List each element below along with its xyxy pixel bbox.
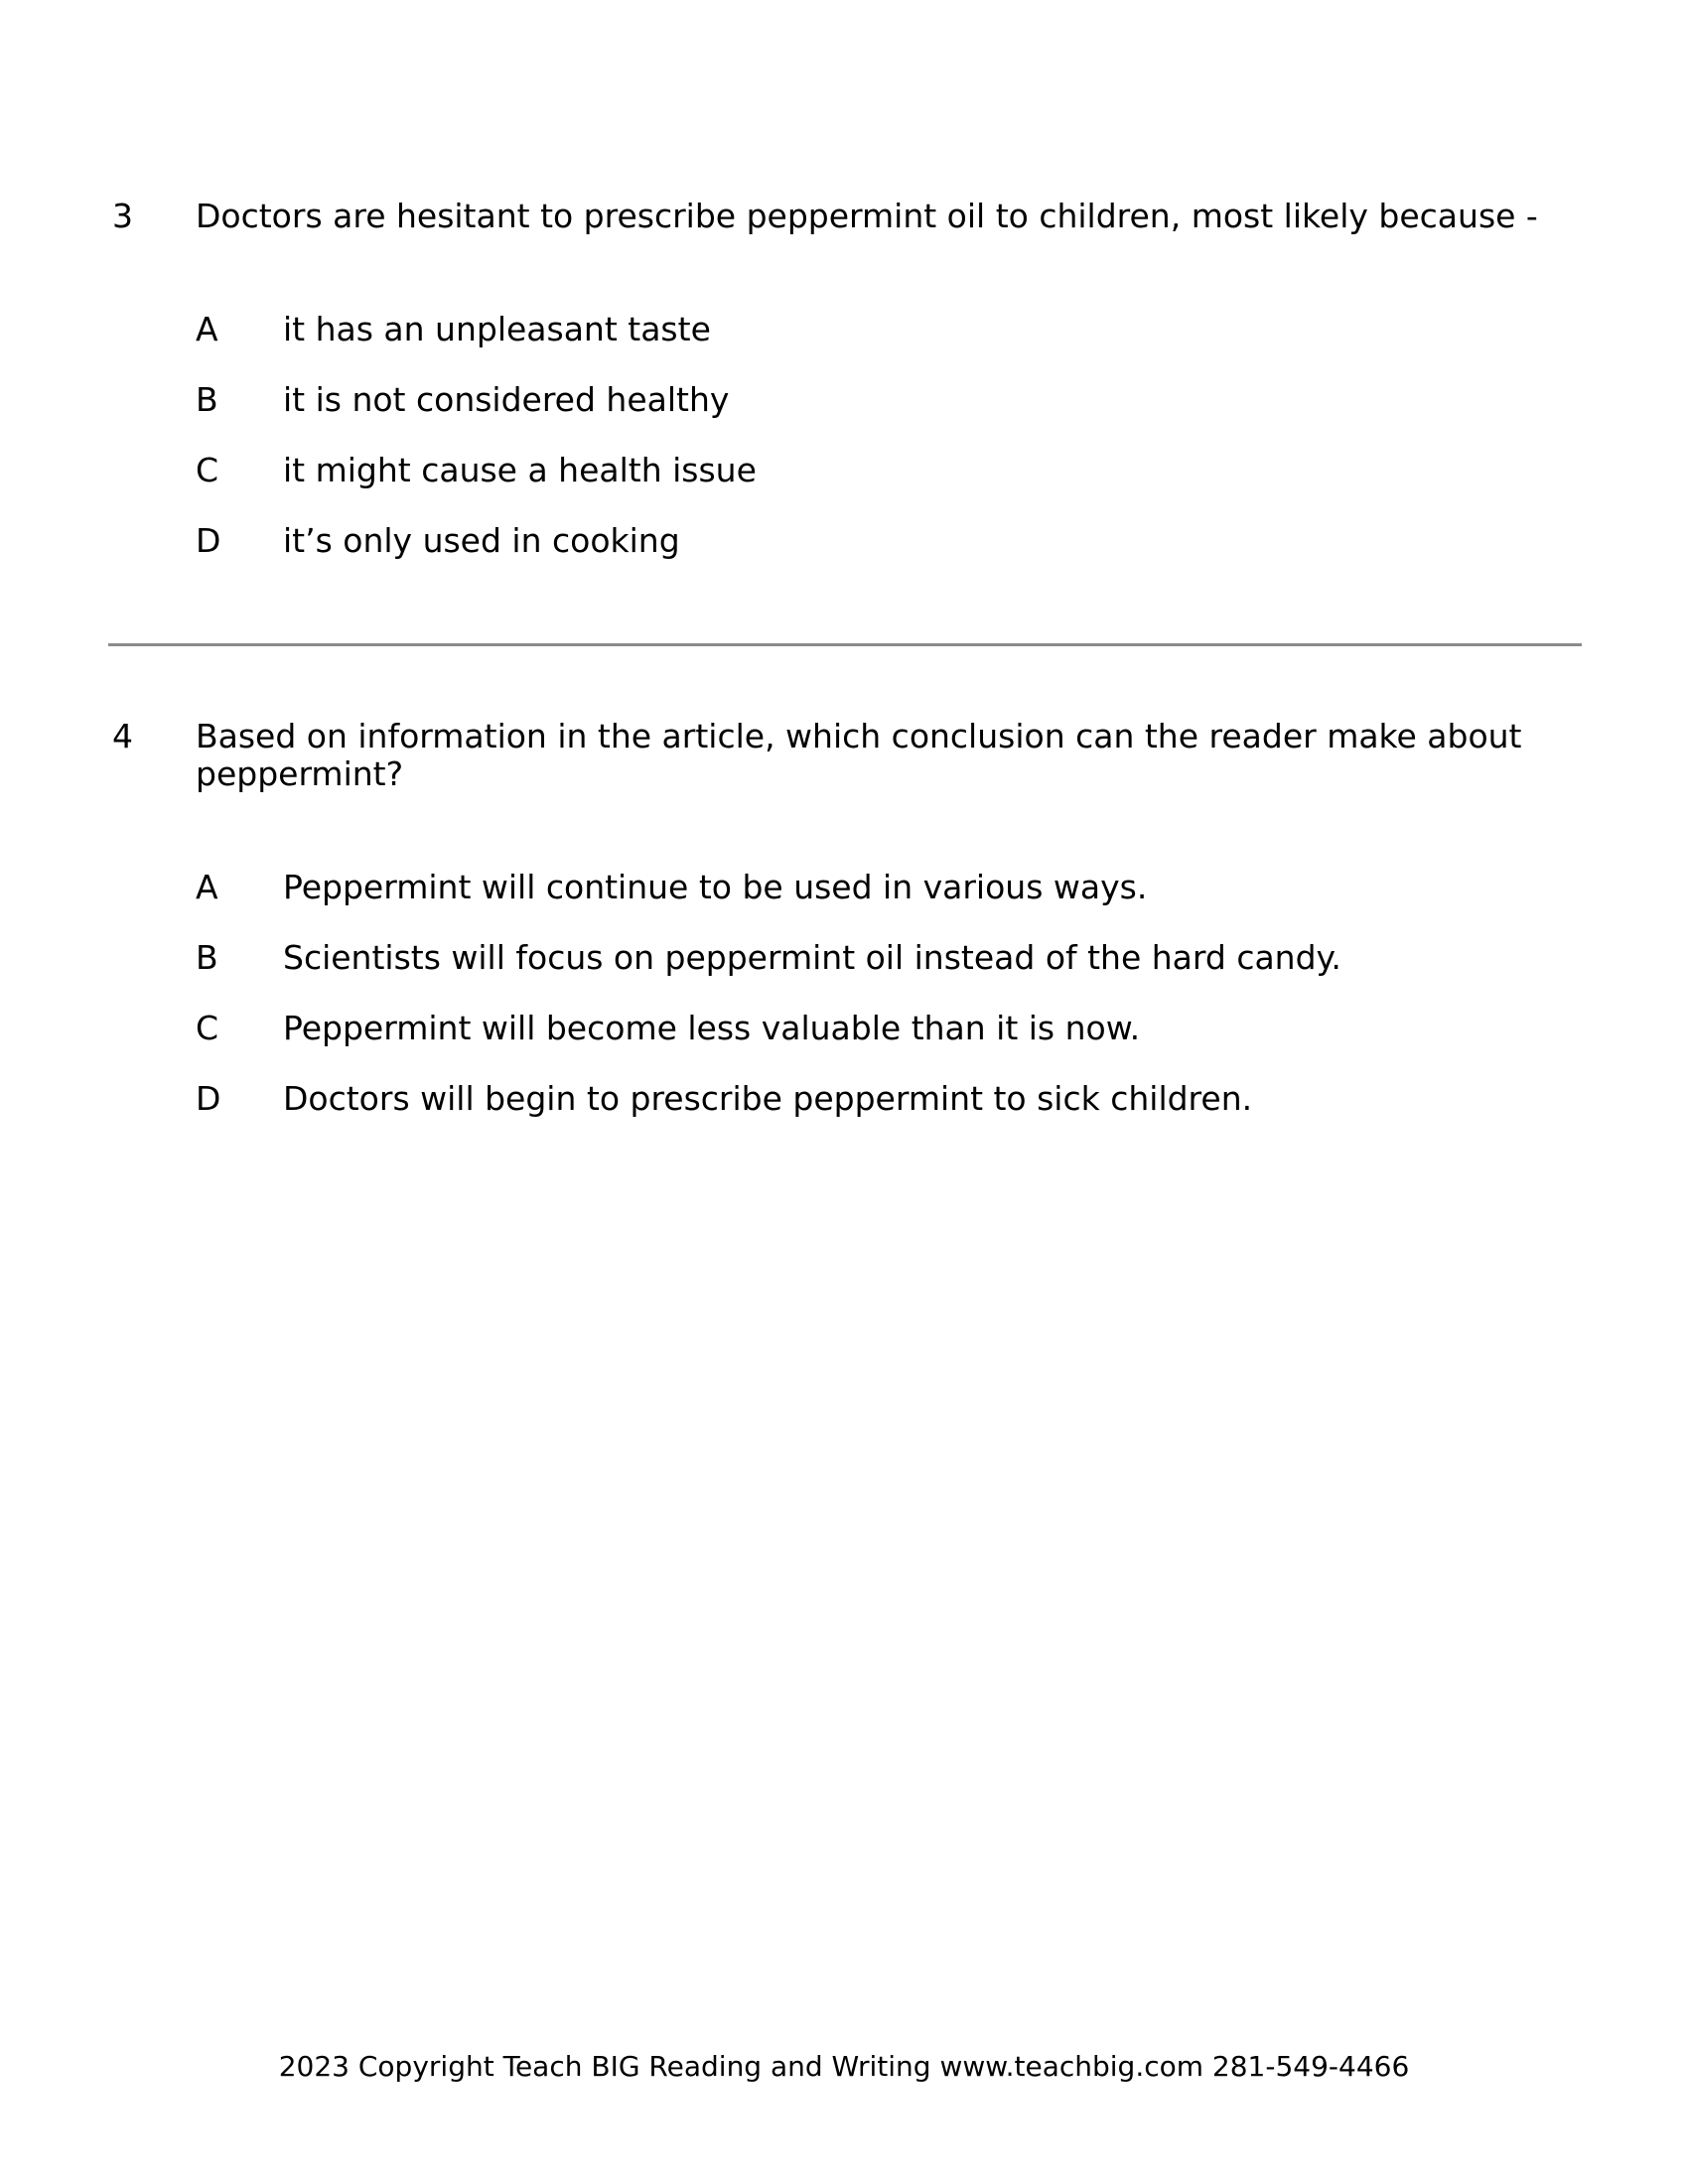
option-text: it’s only used in cooking: [283, 521, 680, 560]
question-3-option-c: [196, 452, 1571, 489]
option-text: Scientists will focus on peppermint oil instead of the hard candy.: [283, 938, 1341, 977]
option-text: it is not considered healthy: [283, 380, 730, 419]
section-divider: [108, 643, 1582, 646]
option-letter: B: [196, 938, 218, 977]
question-3-option-b: [196, 381, 1571, 419]
question-4-option-b: [196, 939, 1571, 977]
question-4-option-d: [196, 1080, 1571, 1118]
question-4-header: [112, 718, 1571, 793]
option-letter: D: [196, 1079, 221, 1118]
option-text: Doctors will begin to prescribe peppermint to sick children.: [283, 1079, 1253, 1118]
question-3-options: [196, 311, 1571, 560]
option-letter: D: [196, 521, 221, 560]
option-letter: C: [196, 1009, 219, 1047]
question-4-number: 4: [112, 717, 133, 755]
option-letter: C: [196, 451, 219, 489]
option-text: it has an unpleasant taste: [283, 310, 711, 348]
option-text: it might cause a health issue: [283, 451, 757, 489]
option-letter: B: [196, 380, 218, 419]
copyright-footer: 2023 Copyright Teach BIG Reading and Writing www.teachbig.com 281-549-4466: [278, 2050, 1410, 2083]
option-letter: A: [196, 868, 218, 906]
option-text: Peppermint will become less valuable than it is now.: [283, 1009, 1141, 1047]
question-3-text: Doctors are hesitant to prescribe peppermint oil to children, most likely because -: [196, 197, 1538, 235]
question-4-option-c: [196, 1010, 1571, 1047]
option-text: Peppermint will continue to be used in various ways.: [283, 868, 1148, 906]
question-4-options: [196, 869, 1571, 1118]
question-4-option-a: [196, 869, 1571, 906]
question-3-header: [112, 198, 1571, 235]
question-3: [112, 198, 1571, 593]
option-letter: A: [196, 310, 218, 348]
question-3-option-a: [196, 311, 1571, 348]
question-4-text: Based on information in the article, which conclusion can the reader make about peppermint?: [196, 717, 1522, 793]
question-3-number: 3: [112, 197, 133, 235]
question-4: [112, 718, 1571, 1151]
question-3-option-d: [196, 522, 1571, 560]
